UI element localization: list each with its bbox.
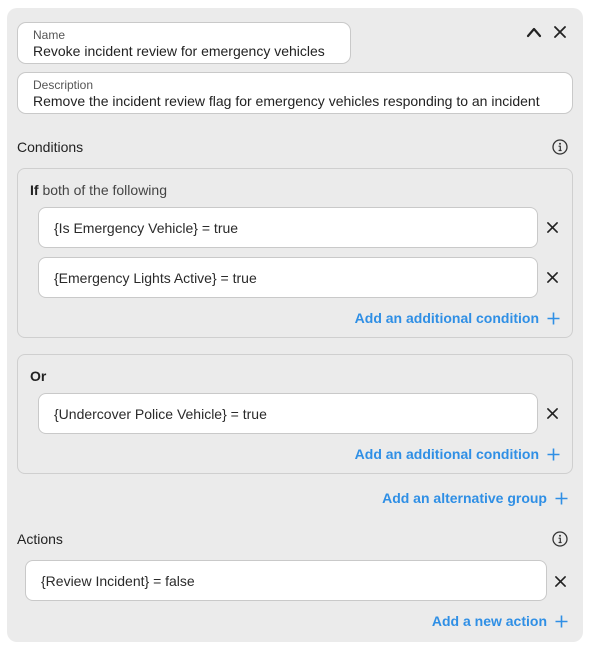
close-icon xyxy=(547,408,558,419)
name-input[interactable] xyxy=(33,43,341,59)
actions-title: Actions xyxy=(17,531,63,547)
condition-row[interactable] xyxy=(38,393,538,434)
add-alternative-group-link[interactable] xyxy=(382,490,568,506)
plus-icon xyxy=(547,312,560,325)
conditions-info-icon[interactable] xyxy=(552,139,568,155)
name-field-label: Name xyxy=(33,28,66,42)
condition-expression: {Undercover Police Vehicle} = true xyxy=(54,405,267,422)
condition-expression: {Emergency Lights Active} = true xyxy=(54,269,257,286)
close-icon xyxy=(547,272,558,283)
group-qualifier: both of the following xyxy=(38,182,167,198)
chevron-up-icon xyxy=(526,26,542,38)
close-icon xyxy=(554,26,566,38)
plus-icon xyxy=(555,615,568,628)
remove-action-button[interactable] xyxy=(550,571,570,591)
description-input[interactable] xyxy=(33,93,563,109)
group-header xyxy=(30,368,46,384)
name-field[interactable] xyxy=(17,22,351,64)
collapse-button[interactable] xyxy=(524,22,544,42)
actions-info-icon[interactable] xyxy=(552,531,568,547)
condition-group-if xyxy=(17,168,573,338)
group-operator: Or xyxy=(30,368,47,384)
add-condition-label: Add an additional condition xyxy=(354,446,539,462)
close-icon xyxy=(555,576,566,587)
plus-icon xyxy=(555,492,568,505)
group-operator: If xyxy=(30,182,39,198)
condition-group-or xyxy=(17,354,573,474)
add-alternative-group-label: Add an alternative group xyxy=(382,490,547,506)
remove-condition-button[interactable] xyxy=(542,217,562,237)
conditions-title: Conditions xyxy=(17,139,84,155)
rule-editor-panel xyxy=(7,8,583,642)
add-action-label: Add a new action xyxy=(431,613,547,629)
add-condition-label: Add an additional condition xyxy=(354,310,539,326)
group-header xyxy=(30,182,167,198)
add-action-link[interactable] xyxy=(432,613,568,629)
remove-condition-button[interactable] xyxy=(542,403,562,423)
condition-expression: {Is Emergency Vehicle} = true xyxy=(54,219,239,236)
close-icon xyxy=(547,222,558,233)
description-field-label: Description xyxy=(33,78,94,92)
condition-row[interactable] xyxy=(38,257,538,298)
action-expression: {Review Incident} = false xyxy=(41,572,195,589)
action-row[interactable] xyxy=(25,560,547,601)
description-field[interactable] xyxy=(17,72,573,114)
add-condition-link[interactable] xyxy=(355,310,560,326)
add-condition-link[interactable] xyxy=(355,446,560,462)
condition-row[interactable] xyxy=(38,207,538,248)
plus-icon xyxy=(547,448,560,461)
remove-condition-button[interactable] xyxy=(542,267,562,287)
close-button[interactable] xyxy=(550,22,570,42)
